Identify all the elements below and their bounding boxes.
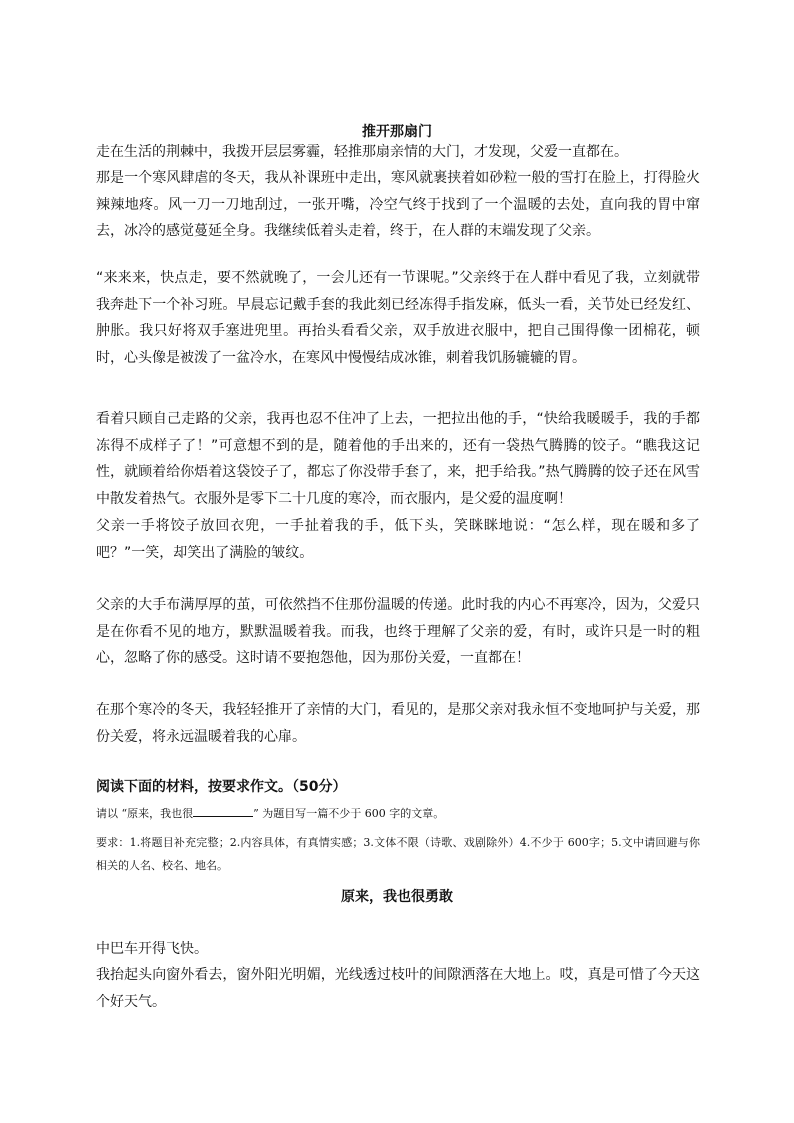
title-blank [193, 804, 253, 817]
essay1-paragraph-6: 父亲的大手布满厚厚的茧，可依然挡不住那份温暖的传递。此时我的内心不再寒冷，因为，父爱只是在你看不见的地方，默默温暖着我。而我，也终于理解了父亲的爱，有时，或许只是一时的粗心，忽略了你的感受。这时请不要抱怨他，因为那份关爱，一直都在！ [96, 597, 700, 666]
essay1-paragraph-1: 走在生活的荆棘中，我拨开层层雾霾，轻推那扇亲情的大门，才发现，父爱一直都在。 [96, 144, 628, 160]
essay1-title: 推开那扇门 [362, 124, 432, 140]
essay1-paragraph-2: 那是一个寒风肆虐的冬天，我从补课班中走出，寒风就裹挟着如砂粒一般的雪打在脸上，打得脸火辣辣地疼。风一刀一刀地刮过，一张开嘴，冷空气终于找到了一个温暖的去处，直向我的胃中窜去，冰冷的感觉蔓延全身。我继续低着头走着，终于，在人群的末端发现了父亲。 [96, 170, 700, 239]
essay1-paragraph-4: 看着只顾自己走路的父亲，我再也忍不住冲了上去，一把拉出他的手，“快给我暖暖手，我的手都冻得不成样子了！”可意想不到的是，随着他的手出来的，还有一袋热气腾腾的饺子。“瞧我这记性，就顾着给你焐着这袋饺子了，都忘了你没带手套了，来，把手给我。”热气腾腾的饺子还在风雪中散发着热气。衣服外是零下二十几度的寒冷，而衣服内，是父爱的温度啊！ [96, 411, 700, 507]
essay1-paragraph-3: “来来来，快点走，要不然就晚了，一会儿还有一节课呢。”父亲终于在人群中看见了我，立刻就带我奔赴下一个补习班。早晨忘记戴手套的我此刻已经冻得手指发麻，低头一看，关节处已经发红、肿胀。我只好将双手塞进兜里。再抬头看看父亲，双手放进衣服中，把自己围得像一团棉花，顿时，心头像是被泼了一盆冷水，在寒风中慢慢结成冰锥，刺着我饥肠辘辘的胃。 [96, 270, 700, 366]
essay2-paragraph-1: 中巴车开得飞快。 [96, 941, 208, 957]
prompt-requirements: 要求：1.将题目补充完整；2.内容具体，有真情实感；3.文体不限（诗歌、戏剧除外）4.不少于 600字；5.文中请回避与你相关的人名、校名、地名。 [96, 836, 700, 872]
prompt-line-1-end: ” 为题目写一篇不少于 600 字的文章。 [253, 807, 445, 820]
prompt-line-1-start: 请以 “原来，我也很 [96, 807, 194, 820]
essay1-paragraph-5: 父亲一手将饺子放回衣兜，一手扯着我的手，低下头，笑眯眯地说：“怎么样，现在暖和多了吧？”一笑，却笑出了满脸的皱纹。 [96, 518, 700, 561]
essay2-title: 原来，我也很勇敢 [341, 889, 453, 905]
prompt-line-1 [96, 802, 700, 825]
prompt-heading: 阅读下面的材料，按要求作文。（50分） [96, 779, 347, 795]
essay1-paragraph-7: 在那个寒冷的冬天，我轻轻推开了亲情的大门，看见的，是那父亲对我永恒不变地呵护与关爱，那份关爱，将永远温暖着我的心扉。 [96, 702, 700, 745]
essay2-paragraph-2: 我抬起头向窗外看去，窗外阳光明媚，光线透过枝叶的间隙洒落在大地上。哎，真是可惜了今天这个好天气。 [96, 967, 700, 1010]
